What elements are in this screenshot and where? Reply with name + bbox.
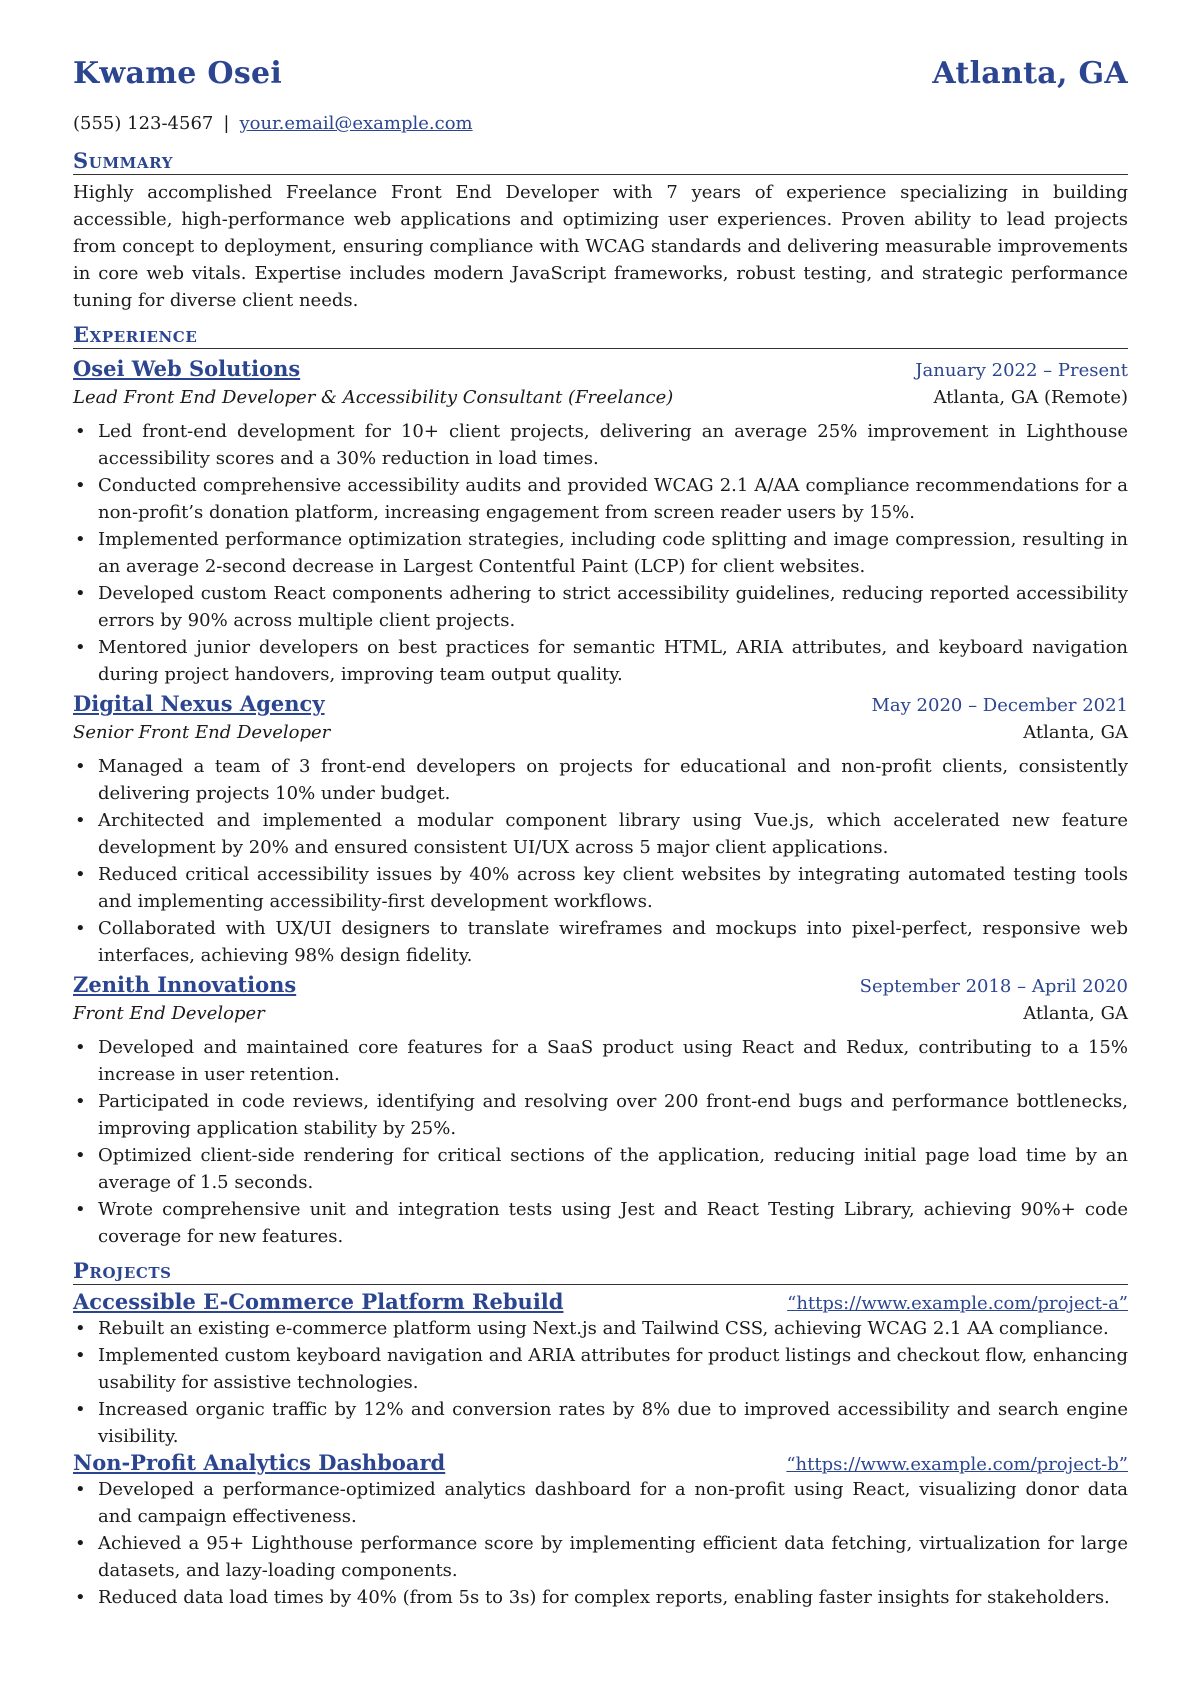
bullet-item: • Collaborated with UX/UI designers to translate wireframes and mockups into pixel-perfect, responsive web interfaces, achieving 98% design fidelity.	[98, 915, 1128, 969]
job-bullets	[73, 753, 1128, 969]
bullet-item: • Reduced data load times by 40% (from 5s to 3s) for complex reports, enabling faster insights for stakeholders.	[98, 1584, 1128, 1611]
bullet-item: • Rebuilt an existing e-commerce platform using Next.js and Tailwind CSS, achieving WCAG 2.1 AA compliance.	[98, 1315, 1128, 1342]
bullet-item: • Increased organic traffic by 12% and conversion rates by 8% due to improved accessibility and search engine visibility.	[98, 1396, 1128, 1450]
job-location: Atlanta, GA	[1023, 722, 1128, 743]
section-title-projects: Projects	[73, 1258, 1128, 1285]
project-entry	[73, 1450, 1128, 1611]
bullet-item: • Achieved a 95+ Lighthouse performance score by implementing efficient data fetching, virtualization for large datasets, and lazy-loading components.	[98, 1530, 1128, 1584]
bullet-item: • Managed a team of 3 front-end developers on projects for educational and non-profit clients, consistently delivering projects 10% under budget.	[98, 753, 1128, 807]
job-title: Lead Front End Developer & Accessibility Consultant (Freelance)	[73, 387, 674, 408]
bullet-item: • Implemented custom keyboard navigation and ARIA attributes for product listings and checkout flow, enhancing usability for assistive technologies.	[98, 1342, 1128, 1396]
contact-line	[73, 110, 1128, 148]
bullet-item: • Developed a performance-optimized analytics dashboard for a non-profit using React, visualizing donor data and campaign effectiveness.	[98, 1476, 1128, 1530]
bullet-item: • Mentored junior developers on best practices for semantic HTML, ARIA attributes, and keyboard navigation during project handovers, improving team output quality.	[98, 634, 1128, 688]
job-entry	[73, 353, 1128, 688]
company-link[interactable]: Zenith Innovations	[73, 972, 297, 997]
bullet-item: • Optimized client-side rendering for critical sections of the application, reducing initial page load time by an average of 1.5 seconds.	[98, 1142, 1128, 1196]
job-dates: September 2018 – April 2020	[859, 976, 1128, 997]
bullet-item: • Wrote comprehensive unit and integration tests using Jest and React Testing Library, achieving 90%+ code coverage for new features.	[98, 1196, 1128, 1250]
bullet-item: • Participated in code reviews, identifying and resolving over 200 front-end bugs and performance bottlenecks, improving application stability by 25%.	[98, 1088, 1128, 1142]
phone-number: (555) 123-4567	[73, 113, 214, 134]
bullet-item: • Conducted comprehensive accessibility audits and provided WCAG 2.1 A/AA compliance recommendations for a non-profit’s donation platform, increasing engagement from screen reader users by 15%.	[98, 472, 1128, 526]
job-entry	[73, 688, 1128, 969]
job-bullets	[73, 1034, 1128, 1250]
job-dates: May 2020 – December 2021	[871, 695, 1128, 716]
job-title: Front End Developer	[73, 1003, 265, 1024]
company-link[interactable]: Osei Web Solutions	[73, 356, 301, 381]
resume-header	[73, 56, 1128, 110]
project-bullets	[73, 1476, 1128, 1611]
resume-page	[73, 56, 1128, 1611]
job-title: Senior Front End Developer	[73, 722, 331, 743]
summary-text: Highly accomplished Freelance Front End Developer with 7 years of experience specializing in building accessible, high-performance web applications and optimizing user experiences. Proven ability to lead projects from concept to deployment, ensuring compliance with WCAG standards and delivering measurable improvements in core web vitals. Expertise includes modern JavaScript frameworks, robust testing, and strategic performance tuning for diverse client needs.	[73, 182, 1128, 311]
job-bullets	[73, 418, 1128, 688]
bullet-item: • Developed custom React components adhering to strict accessibility guidelines, reducing reported accessibility errors by 90% across multiple client projects.	[98, 580, 1128, 634]
candidate-name: Kwame Osei	[73, 56, 283, 91]
bullet-item: • Implemented performance optimization strategies, including code splitting and image compression, resulting in an average 2-second decrease in Largest Contentful Paint (LCP) for client websites.	[98, 526, 1128, 580]
project-entry	[73, 1289, 1128, 1450]
project-bullets	[73, 1315, 1128, 1450]
bullet-item: • Led front-end development for 10+ client projects, delivering an average 25% improvement in Lighthouse accessibility scores and a 30% reduction in load times.	[98, 418, 1128, 472]
candidate-location: Atlanta, GA	[932, 56, 1128, 91]
email-link[interactable]: your.email@example.com	[239, 113, 473, 134]
job-dates: January 2022 – Present	[915, 360, 1128, 381]
section-title-experience: Experience	[73, 322, 1128, 349]
project-name[interactable]: Accessible E-Commerce Platform Rebuild	[73, 1289, 564, 1314]
project-url-link[interactable]: “https://www.example.com/project-a”	[787, 1293, 1128, 1314]
section-title-summary: Summary	[73, 148, 1128, 175]
contact-separator: |	[223, 113, 230, 134]
bullet-item: • Reduced critical accessibility issues by 40% across key client websites by integrating automated testing tools and implementing accessibility-first development workflows.	[98, 861, 1128, 915]
job-location: Atlanta, GA (Remote)	[933, 387, 1128, 408]
project-url-link[interactable]: “https://www.example.com/project-b”	[786, 1454, 1128, 1475]
bullet-item: • Architected and implemented a modular component library using Vue.js, which accelerated new feature development by 20% and ensured consistent UI/UX across 5 major client applications.	[98, 807, 1128, 861]
job-location: Atlanta, GA	[1023, 1003, 1128, 1024]
project-name[interactable]: Non-Profit Analytics Dashboard	[73, 1450, 446, 1475]
job-entry	[73, 969, 1128, 1250]
bullet-item: • Developed and maintained core features for a SaaS product using React and Redux, contributing to a 15% increase in user retention.	[98, 1034, 1128, 1088]
company-link[interactable]: Digital Nexus Agency	[73, 691, 325, 716]
